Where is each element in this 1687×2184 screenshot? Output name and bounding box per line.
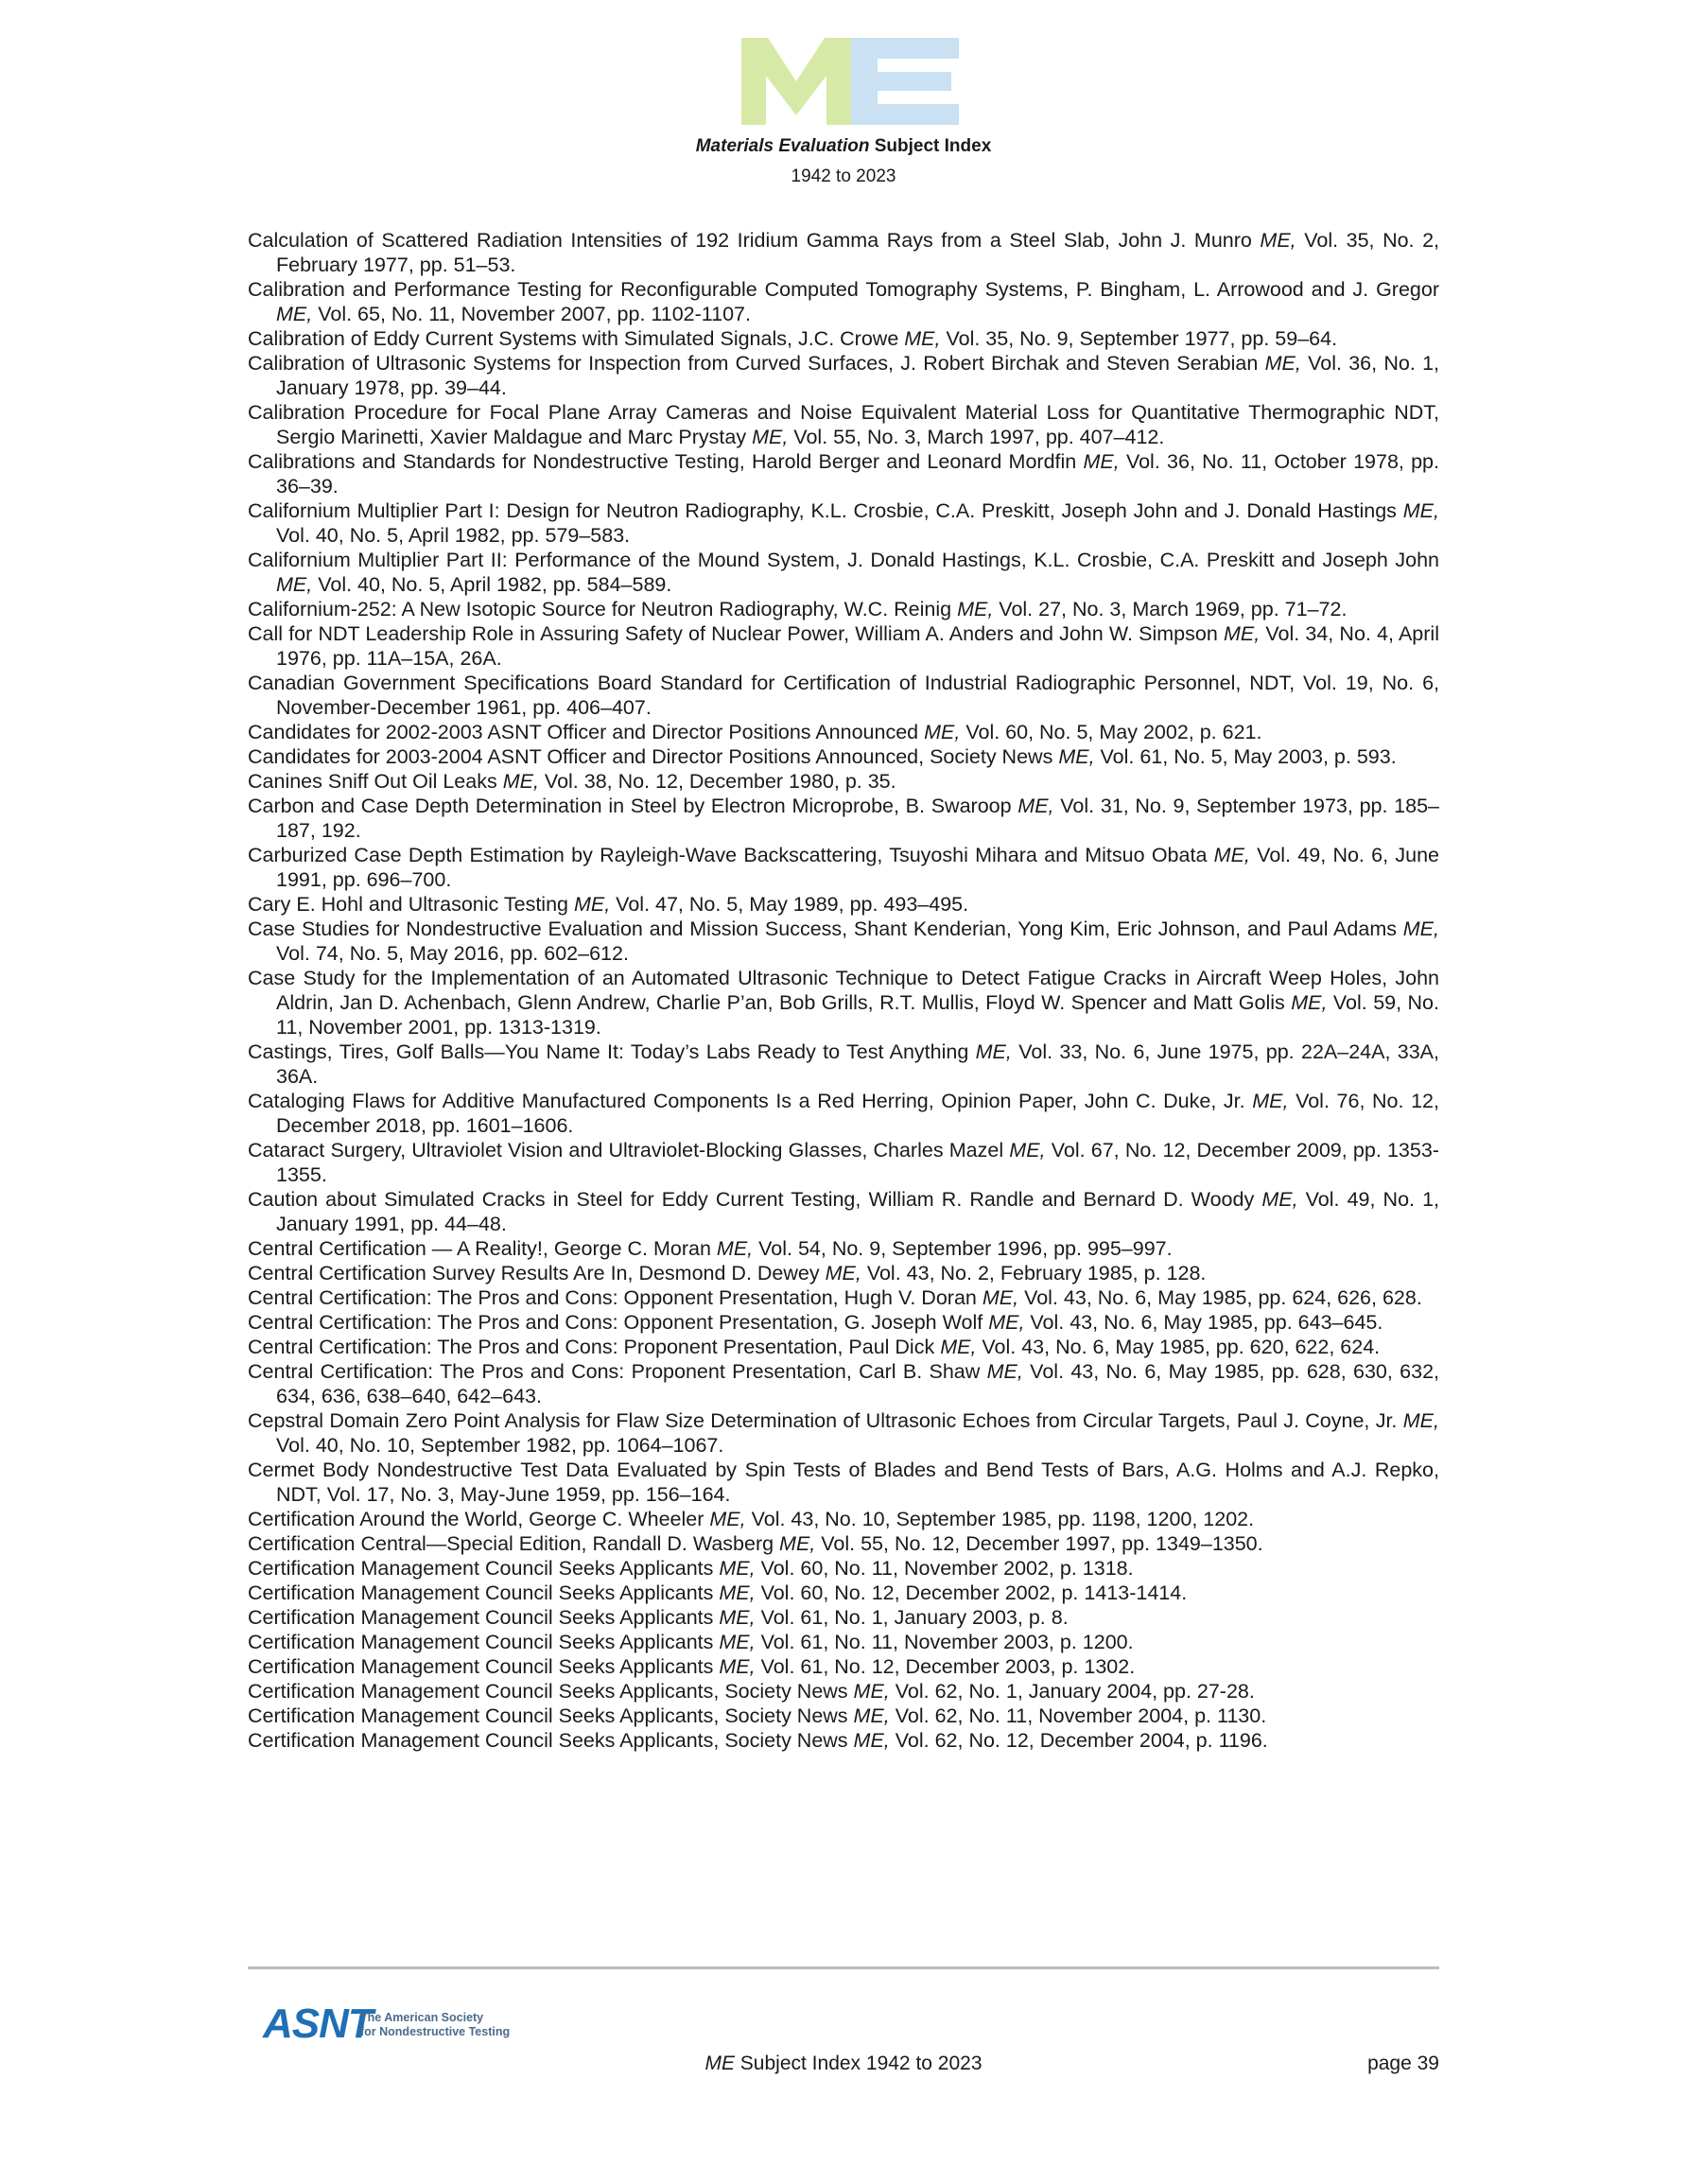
entry-title: Californium Multiplier Part II: Performance of the Mound System, J. Donald Hastings, K.L. Crosbie, C.A. Preskitt and Joseph John	[248, 549, 1439, 571]
index-entry	[248, 966, 1439, 1040]
entry-title: Certification Management Council Seeks Applicants	[248, 1606, 714, 1629]
entry-journal: ME,	[752, 426, 789, 448]
footer-divider	[248, 1966, 1439, 1969]
entry-title: Calibration of Ultrasonic Systems for Inspection from Curved Surfaces, J. Robert Birchak and Steven Serabian	[248, 352, 1259, 375]
entry-citation: Vol. 62, No. 11, November 2004, p. 1130.	[889, 1704, 1267, 1727]
entry-journal: ME,	[1264, 352, 1301, 375]
entry-title: Cataloging Flaws for Additive Manufactured Components Is a Red Herring, Opinion Paper, John C. Duke, Jr.	[248, 1090, 1245, 1112]
entry-citation: Vol. 36, No. 1, January 1978, pp. 39–44.	[276, 352, 1439, 399]
entry-title: Certification Management Council Seeks Applicants, Society News	[248, 1704, 848, 1727]
index-entry	[248, 449, 1439, 498]
entry-journal: ME,	[904, 327, 941, 350]
index-entry	[248, 1138, 1439, 1187]
entry-journal: ME,	[986, 1360, 1023, 1383]
entry-title: Central Certification Survey Results Are In, Desmond D. Dewey	[248, 1262, 820, 1284]
index-entry	[248, 1654, 1439, 1679]
entry-citation: Vol. 62, No. 1, January 2004, pp. 27-28.	[889, 1680, 1255, 1703]
index-entry	[248, 1630, 1439, 1654]
footer-title-rest: Subject Index 1942 to 2023	[734, 2053, 983, 2074]
entry-citation: Vol. 55, No. 12, December 1997, pp. 1349–1350.	[815, 1532, 1263, 1555]
entry-title: Central Certification — A Reality!, George C. Moran	[248, 1237, 711, 1260]
entry-journal: ME,	[719, 1655, 756, 1678]
entry-citation: Vol. 40, No. 5, April 1982, pp. 579–583.	[276, 524, 631, 547]
entry-title: Caution about Simulated Cracks in Steel for Eddy Current Testing, William R. Randle and Bernard D. Woody	[248, 1188, 1255, 1211]
entry-title: Central Certification: The Pros and Cons: Opponent Presentation, Hugh V. Doran	[248, 1286, 977, 1309]
entry-citation: Vol. 59, No. 11, November 2001, pp. 1313-1319.	[276, 991, 1439, 1039]
entry-title: Calibration and Performance Testing for Reconfigurable Computed Tomography Systems, P. Bingham, L. Arrowood and J. Gregor	[248, 278, 1439, 301]
index-title-rest: Subject Index	[869, 136, 992, 156]
entry-title: Californium Multiplier Part I: Design for Neutron Radiography, K.L. Crosbie, C.A. Preskitt, Joseph John and J. Donald Hastings	[248, 499, 1397, 522]
entry-journal: ME,	[975, 1040, 1012, 1063]
index-entry	[248, 744, 1439, 769]
index-entry	[248, 548, 1439, 597]
index-entry	[248, 1335, 1439, 1359]
entry-citation: Vol. 60, No. 11, November 2002, p. 1318.	[755, 1557, 1134, 1580]
entry-title: Certification Around the World, George C. Wheeler	[248, 1508, 704, 1530]
entry-journal: ME,	[1261, 1188, 1298, 1211]
entry-title: Cermet Body Nondestructive Test Data Evaluated by Spin Tests of Blades and Bend Tests of Bars, A.G. Holms and A.J. Repko, NDT, Vol. 17, No. 3, May-June 1959, pp. 156–164.	[248, 1459, 1439, 1506]
index-entry	[248, 1285, 1439, 1310]
entry-journal: ME,	[825, 1262, 861, 1284]
entry-title: Central Certification: The Pros and Cons: Proponent Presentation, Paul Dick	[248, 1336, 935, 1358]
entry-journal: ME,	[573, 893, 611, 916]
entry-journal: ME,	[276, 573, 313, 596]
index-entry	[248, 917, 1439, 966]
entry-journal: ME,	[1223, 622, 1261, 645]
entry-citation: Vol. 27, No. 3, March 1969, pp. 71–72.	[993, 598, 1348, 620]
entry-journal: ME,	[716, 1237, 754, 1260]
entry-title: Central Certification: The Pros and Cons: Opponent Presentation, G. Joseph Wolf	[248, 1311, 983, 1334]
entry-title: Central Certification: The Pros and Cons: Proponent Presentation, Carl B. Shaw	[248, 1360, 981, 1383]
entry-title: Californium-252: A New Isotopic Source for Neutron Radiography, W.C. Reinig	[248, 598, 952, 620]
index-entry	[248, 1089, 1439, 1138]
index-entry	[248, 1187, 1439, 1236]
entry-journal: ME,	[982, 1286, 1019, 1309]
entry-journal: ME,	[709, 1508, 746, 1530]
entry-journal: ME,	[276, 303, 313, 325]
entry-journal: ME,	[853, 1680, 890, 1703]
entry-title: Certification Management Council Seeks Applicants, Society News	[248, 1680, 848, 1703]
entry-title: Cataract Surgery, Ultraviolet Vision and Ultraviolet-Blocking Glasses, Charles Mazel	[248, 1139, 1004, 1162]
entry-title: Castings, Tires, Golf Balls—You Name It: Today’s Labs Ready to Test Anything	[248, 1040, 969, 1063]
entry-title: Certification Management Council Seeks Applicants	[248, 1631, 714, 1653]
asnt-name	[360, 2011, 512, 2039]
index-entry	[248, 1507, 1439, 1531]
index-title-journal: Materials Evaluation	[695, 136, 870, 156]
entry-citation: Vol. 43, No. 6, May 1985, pp. 624, 626, 628.	[1018, 1286, 1422, 1309]
entry-journal: ME,	[1213, 844, 1250, 866]
entry-title: Call for NDT Leadership Role in Assuring Safety of Nuclear Power, William A. Anders and John W. Simpson	[248, 622, 1218, 645]
entry-title: Case Study for the Implementation of an Automated Ultrasonic Technique to Detect Fatigue Cracks in Aircraft Weep Holes, John Aldrin, Jan D. Achenbach, Glenn Andrew, Charlie P’an, Bob Grills, R.T. Mullis, Floyd W. Spencer and Matt Golis	[248, 967, 1439, 1014]
entry-title: Canines Sniff Out Oil Leaks	[248, 770, 497, 793]
entry-journal: ME,	[1017, 795, 1054, 817]
index-entry	[248, 720, 1439, 744]
index-entry	[248, 1728, 1439, 1753]
entry-title: Calculation of Scattered Radiation Intensities of 192 Iridium Gamma Rays from a Steel Slab, John J. Munro	[248, 229, 1252, 252]
entry-title: Case Studies for Nondestructive Evaluation and Mission Success, Shant Kenderian, Yong Kim, Eric Johnson, and Paul Adams	[248, 917, 1397, 940]
entry-citation: Vol. 43, No. 2, February 1985, p. 128.	[861, 1262, 1207, 1284]
index-entry	[248, 794, 1439, 843]
entry-journal: ME,	[1402, 917, 1439, 940]
entry-citation: Vol. 33, No. 6, June 1975, pp. 22A–24A, 33A, 36A.	[276, 1040, 1439, 1088]
entry-citation: Vol. 60, No. 5, May 2002, p. 621.	[960, 721, 1262, 743]
entry-citation: Vol. 35, No. 9, September 1977, pp. 59–64.	[940, 327, 1338, 350]
entry-title: Calibration Procedure for Focal Plane Array Cameras and Noise Equivalent Material Loss for Quantitative Thermographic NDT, Sergio Marinetti, Xavier Maldague and Marc Prystay	[248, 401, 1439, 448]
entry-citation: Vol. 62, No. 12, December 2004, p. 1196.	[889, 1729, 1268, 1752]
entry-citation: Vol. 76, No. 12, December 2018, pp. 1601–1606.	[276, 1090, 1439, 1137]
entry-citation: Vol. 36, No. 11, October 1978, pp. 36–39.	[276, 450, 1439, 498]
entry-title: Certification Management Council Seeks Applicants	[248, 1655, 714, 1678]
entry-title: Certification Central—Special Edition, Randall D. Wasberg	[248, 1532, 774, 1555]
entry-journal: ME,	[1260, 229, 1296, 252]
me-logo	[741, 38, 959, 125]
entry-citation: Vol. 61, No. 5, May 2003, p. 593.	[1094, 745, 1397, 768]
entry-journal: ME,	[1083, 450, 1120, 473]
index-entry	[248, 1040, 1439, 1089]
entry-journal: ME,	[1058, 745, 1095, 768]
index-entry	[248, 326, 1439, 351]
entry-citation: Vol. 74, No. 5, May 2016, pp. 602–612.	[276, 942, 629, 965]
index-entry	[248, 498, 1439, 548]
entry-journal: ME,	[1291, 991, 1328, 1014]
entry-journal: ME,	[1252, 1090, 1289, 1112]
index-years: 1942 to 2023	[791, 166, 896, 186]
entry-citation: Vol. 35, No. 2, February 1977, pp. 51–53.	[276, 229, 1440, 276]
page-number: page 39	[1367, 2053, 1439, 2074]
entry-citation: Vol. 61, No. 12, December 2003, p. 1302.	[755, 1655, 1136, 1678]
index-entry	[248, 1704, 1439, 1728]
asnt-name-line1: The American Society	[360, 2011, 484, 2024]
entry-journal: ME,	[957, 598, 994, 620]
entry-citation: Vol. 43, No. 6, May 1985, pp. 628, 630, 632, 634, 636, 638–640, 642–643.	[276, 1360, 1440, 1407]
index-entry	[248, 1408, 1439, 1458]
asnt-name-line2: for Nondestructive Testing	[360, 2025, 511, 2038]
entry-title: Carburized Case Depth Estimation by Rayleigh-Wave Backscattering, Tsuyoshi Mihara and Mitsuo Obata	[248, 844, 1208, 866]
index-entry	[248, 1458, 1439, 1507]
index-entry	[248, 1310, 1439, 1335]
entry-journal: ME,	[1402, 499, 1439, 522]
entry-citation: Vol. 49, No. 6, June 1991, pp. 696–700.	[276, 844, 1439, 891]
entry-citation: Vol. 43, No. 6, May 1985, pp. 620, 622, 624.	[976, 1336, 1381, 1358]
index-entry	[248, 1556, 1439, 1581]
index-entry	[248, 1531, 1439, 1556]
entry-citation: Vol. 43, No. 6, May 1985, pp. 643–645.	[1024, 1311, 1383, 1334]
entry-title: Cepstral Domain Zero Point Analysis for Flaw Size Determination of Ultrasonic Echoes from Circular Targets, Paul J. Coyne, Jr.	[248, 1409, 1398, 1432]
asnt-mark: ASNT	[263, 2001, 373, 2047]
entry-title: Canadian Government Specifications Board Standard for Certification of Industrial Radiographic Personnel, NDT, Vol. 19, No. 6, November-December 1961, pp. 406–407.	[248, 672, 1439, 719]
entry-journal: ME,	[1009, 1139, 1046, 1162]
entry-journal: ME,	[853, 1729, 890, 1752]
entry-journal: ME,	[719, 1557, 756, 1580]
entry-citation: Vol. 34, No. 4, April 1976, pp. 11A–15A, 26A.	[276, 622, 1439, 670]
entry-title: Cary E. Hohl and Ultrasonic Testing	[248, 893, 568, 916]
entry-citation: Vol. 61, No. 1, January 2003, p. 8.	[755, 1606, 1069, 1629]
index-entry	[248, 621, 1439, 671]
asnt-logo	[263, 1998, 509, 2051]
entry-journal: ME,	[853, 1704, 890, 1727]
index-entry	[248, 351, 1439, 400]
entry-citation: Vol. 49, No. 1, January 1991, pp. 44–48.	[276, 1188, 1440, 1235]
entry-citation: Vol. 65, No. 11, November 2007, pp. 1102-1107.	[312, 303, 751, 325]
index-entry	[248, 1359, 1439, 1408]
index-entry	[248, 400, 1439, 449]
entry-citation: Vol. 40, No. 10, September 1982, pp. 1064–1067.	[276, 1434, 724, 1457]
footer-title-journal: ME	[704, 2053, 735, 2074]
entry-journal: ME,	[779, 1532, 816, 1555]
index-entry	[248, 769, 1439, 794]
entry-citation: Vol. 61, No. 11, November 2003, p. 1200.	[755, 1631, 1134, 1653]
entry-title: Certification Management Council Seeks Applicants	[248, 1581, 714, 1604]
index-entry	[248, 597, 1439, 621]
entry-citation: Vol. 40, No. 5, April 1982, pp. 584–589.	[312, 573, 672, 596]
index-entry	[248, 1605, 1439, 1630]
index-entry	[248, 228, 1439, 277]
entry-citation: Vol. 54, No. 9, September 1996, pp. 995–997.	[753, 1237, 1173, 1260]
entry-citation: Vol. 47, No. 5, May 1989, pp. 493–495.	[610, 893, 969, 916]
entry-journal: ME,	[719, 1631, 756, 1653]
entry-citation: Vol. 38, No. 12, December 1980, p. 35.	[538, 770, 896, 793]
entry-title: Calibration of Eddy Current Systems with Simulated Signals, J.C. Crowe	[248, 327, 899, 350]
index-entry	[248, 1261, 1439, 1285]
index-entries	[248, 228, 1439, 1753]
index-entry	[248, 671, 1439, 720]
index-entry	[248, 1581, 1439, 1605]
entry-journal: ME,	[1402, 1409, 1439, 1432]
entry-citation: Vol. 67, No. 12, December 2009, pp. 1353-1355.	[276, 1139, 1439, 1186]
entry-title: Candidates for 2002-2003 ASNT Officer and Director Positions Announced	[248, 721, 919, 743]
index-title	[0, 136, 1687, 157]
index-entry	[248, 277, 1439, 326]
index-entry	[248, 843, 1439, 892]
entry-title: Candidates for 2003-2004 ASNT Officer and Director Positions Announced, Society News	[248, 745, 1053, 768]
entry-citation: Vol. 31, No. 9, September 1973, pp. 185–187, 192.	[276, 795, 1439, 842]
entry-journal: ME,	[719, 1581, 756, 1604]
me-logo-graphic	[741, 38, 959, 125]
entry-journal: ME,	[502, 770, 539, 793]
entry-title: Certification Management Council Seeks Applicants	[248, 1557, 714, 1580]
entry-journal: ME,	[719, 1606, 756, 1629]
index-entry	[248, 892, 1439, 917]
index-entry	[248, 1236, 1439, 1261]
index-entry	[248, 1679, 1439, 1704]
entry-journal: ME,	[940, 1336, 977, 1358]
entry-citation: Vol. 60, No. 12, December 2002, p. 1413-1414.	[755, 1581, 1188, 1604]
entry-title: Certification Management Council Seeks Applicants, Society News	[248, 1729, 848, 1752]
entry-journal: ME,	[988, 1311, 1025, 1334]
entry-citation: Vol. 55, No. 3, March 1997, pp. 407–412.	[788, 426, 1165, 448]
entry-citation: Vol. 43, No. 10, September 1985, pp. 1198, 1200, 1202.	[745, 1508, 1255, 1530]
entry-journal: ME,	[924, 721, 961, 743]
entry-title: Calibrations and Standards for Nondestructive Testing, Harold Berger and Leonard Mordfin	[248, 450, 1077, 473]
entry-title: Carbon and Case Depth Determination in Steel by Electron Microprobe, B. Swaroop	[248, 795, 1012, 817]
